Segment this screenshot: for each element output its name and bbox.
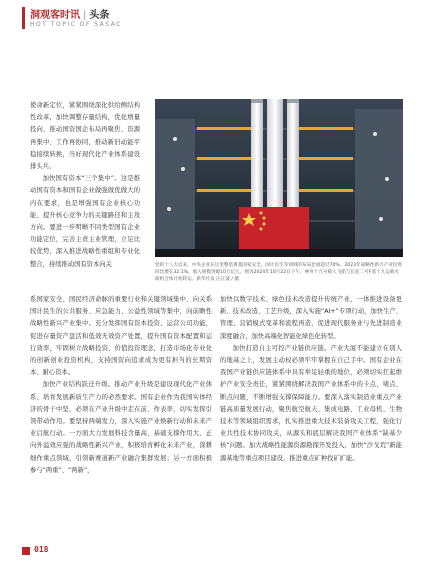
photo-caption: 党的十八大以来，中央企业在这里整装奠基国家安全，国计民生等领域的布局比重超过70%，2023年战略性新兴产业投资同比增长32.1%，收入规模突破10万亿元。图为2024年10月22日下午，神舟十九号载人飞船与长征二号F遥十九运载火箭组合体开始转运。新华社发 汪江波 / 摄 [155,263,403,282]
paragraph: 使命新定位，紧紧围绕深化供给侧结构性改革，加快调整存量结构，优化增量投向，推动国资国企布局再聚焦、资源再集中、工作再协同，推动新旧动能平稳接续转换，当好现代化产业体系建设排头兵。 [30,102,140,171]
paragraph: 加快产业结构跃迁升级。推动产业升级是建设现代化产业体系、培育发展新质生产力的必然要求。国有企业作为我国实体经济的骨干中坚，必须在产业升级中走在前、作表率，切实发挥引领带动作用。要坚持两端发力，深入实施产业焕新行动和未来产业启航行动。一方面大力发展科技含量高、基础支撑作用大、正向外溢效应强的战略性新兴产业，积极培育孵化未来产业，深耕细作重点领域，引领新赛道新产业融合集群发展；另一方面积极参与“两重”、“两新”， [30,381,212,474]
paragraph: 加快打造自主可控产业链供应链。产业大厦不能建立在别人的地基之上，发展主动权必须牢牢掌握在自己手中。国有企业在我国产业链供应链体系中具有举足轻重的地位，必须切实扛起维护产业安全责任，紧紧围绕解决我国产业体系中的卡点、堵点、断点问题，不断增强支撑保障能力。要深入落实制造业重点产业链高质量发展行动，聚焦航空航天、集成电路、工业母机、生物技术等领域组织需求，扎实推进重大技术装备攻关工程，强化行业共性技术协同攻关，从源头和底层解决我国产业体系“缺基少核”问题。加大战略性能源资源勘探开发投入，加快“沙戈荒”新能源基地等重点项目建设，推进重点矿种找矿扩能。 [220,344,402,462]
header-title [30,6,109,21]
page-number-marker [22,547,30,555]
paragraph: 加快国有资本“三个集中”。这是推动国有资本和国有企业做强做优做大的内在要求，也是增强国有企业核心功能、提升核心竞争力的关键路径和主攻方向。要进一步明晰不同类型国有企业功能定位，完善主责主业管理，立足比较优势，深入推进战略性重组和专业化整合，持续推动国有资本向关 [30,175,140,268]
paragraph: 系国家安全、国民经济命脉的重要行业和关键领域集中、向关系国计民生的公共服务、应急能力、公益性领域等集中，向前瞻性战略性新兴产业集中。充分发挥国有资本投资、运营公司功能，促进存量资产盘活和低效无效资产处置，提升国有资本配置和运行效率，牢固树立战略投资、价值投资理念，打造市场化专业化的创新创业投资机构，支持国资向追求成为更有担当的长期资本、耐心资本。 [30,296,212,377]
header-english: HOT TOPIC OF SASAC [30,21,122,28]
left-column-top [30,100,140,271]
left-column-bottom [30,294,212,477]
page-number: 018 [34,545,49,554]
section-name: 头条 [89,10,110,21]
rocket-photo [155,99,403,257]
header-separator: | [83,10,87,21]
page-header [0,0,427,38]
paragraph: 加快以数字技术、绿色技术改造提升传统产业，一体推进设备更新、技术改造、工艺升级，深入实施“AI+”专项行动，加快生产、管理、营销模式变革和流程再造，促进现代服务业与先进制造业深度融合，加快高端化智能化绿色化转型。 [220,296,402,340]
right-column [220,294,402,465]
column-name: 洞观客时讯 [30,10,80,21]
header-accent-bar [22,7,25,29]
